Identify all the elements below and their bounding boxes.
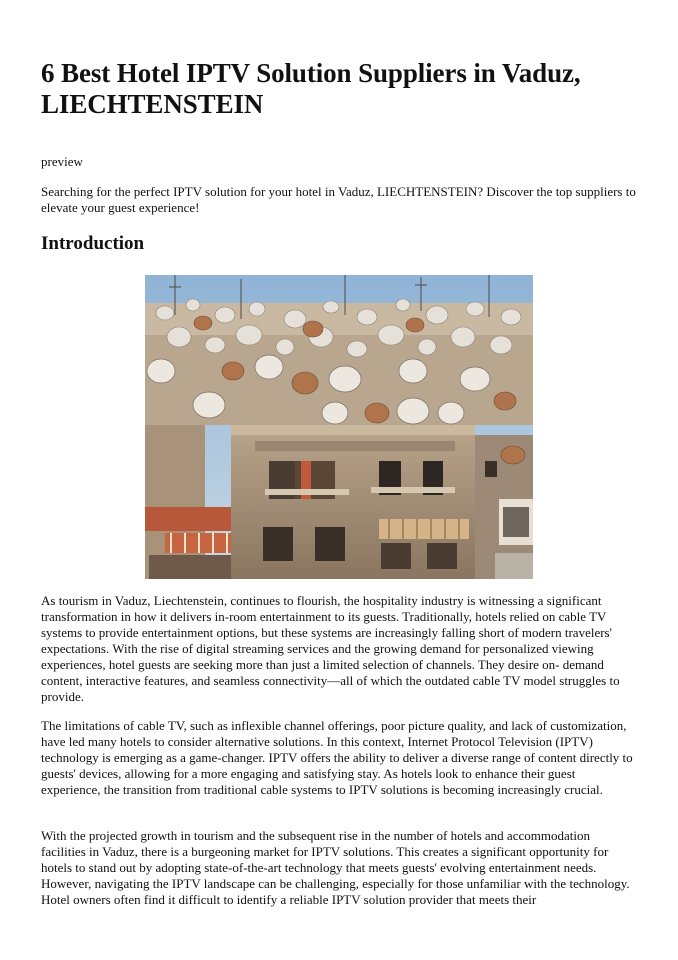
body-paragraph-3: With the projected growth in tourism and the subsequent rise in the number of hotels and accommodation facilities in Vaduz, there is a burgeoning market for IPTV solutions. This creates a significant opportunity for hotels to stand out by adopting state-of-the-art technology that meets guests' evolving entertainment needs. However, navigating the IPTV landscape can be challenging, especially for those unfamiliar with the technology. Hotel owners often find it difficult to identify a reliable IPTV solution provider that meets their	[41, 828, 630, 907]
article-title: 6 Best Hotel IPTV Solution Suppliers in Vaduz, LIECHTENSTEIN	[41, 58, 581, 119]
body-paragraph-2: The limitations of cable TV, such as inflexible channel offerings, poor picture quality, and lack of customization, have led many hotels to consider alternative solutions. In this context, Internet Protocol Television (IPTV) technology is emerging as a game-changer. IPTV offers the ability to deliver a diverse range of content directly to guests' devices, allowing for a more engaging and satisfying stay. As hotels look to enhance their guest experience, the transition from traditional cable systems to IPTV solutions is becoming increasingly crucial.	[41, 718, 633, 797]
intro-paragraph: Searching for the perfect IPTV solution for your hotel in Vaduz, LIECHTENSTEIN? Discover the top suppliers to elevate your guest experience!	[41, 184, 636, 215]
body-paragraph-1: As tourism in Vaduz, Liechtenstein, continues to flourish, the hospitality industry is witnessing a significant transformation in how it delivers in-room entertainment to its guests. Traditionally, hotels relied on cable TV systems to provide entertainment options, but these systems are increasingly falling short of modern travelers' expectations. With the rise of digital streaming services and the growing demand for personalized viewing experiences, hotel guests are seeking more than just a limited selection of channels. They desire on- demand content, interactive features, and seamless connectivity—all of which the outdated cable TV model struggles to provide.	[41, 593, 620, 704]
preview-label: preview	[41, 154, 83, 169]
satellite-dishes-rooftop-photo	[145, 275, 533, 579]
section-heading: Introduction	[41, 233, 145, 254]
